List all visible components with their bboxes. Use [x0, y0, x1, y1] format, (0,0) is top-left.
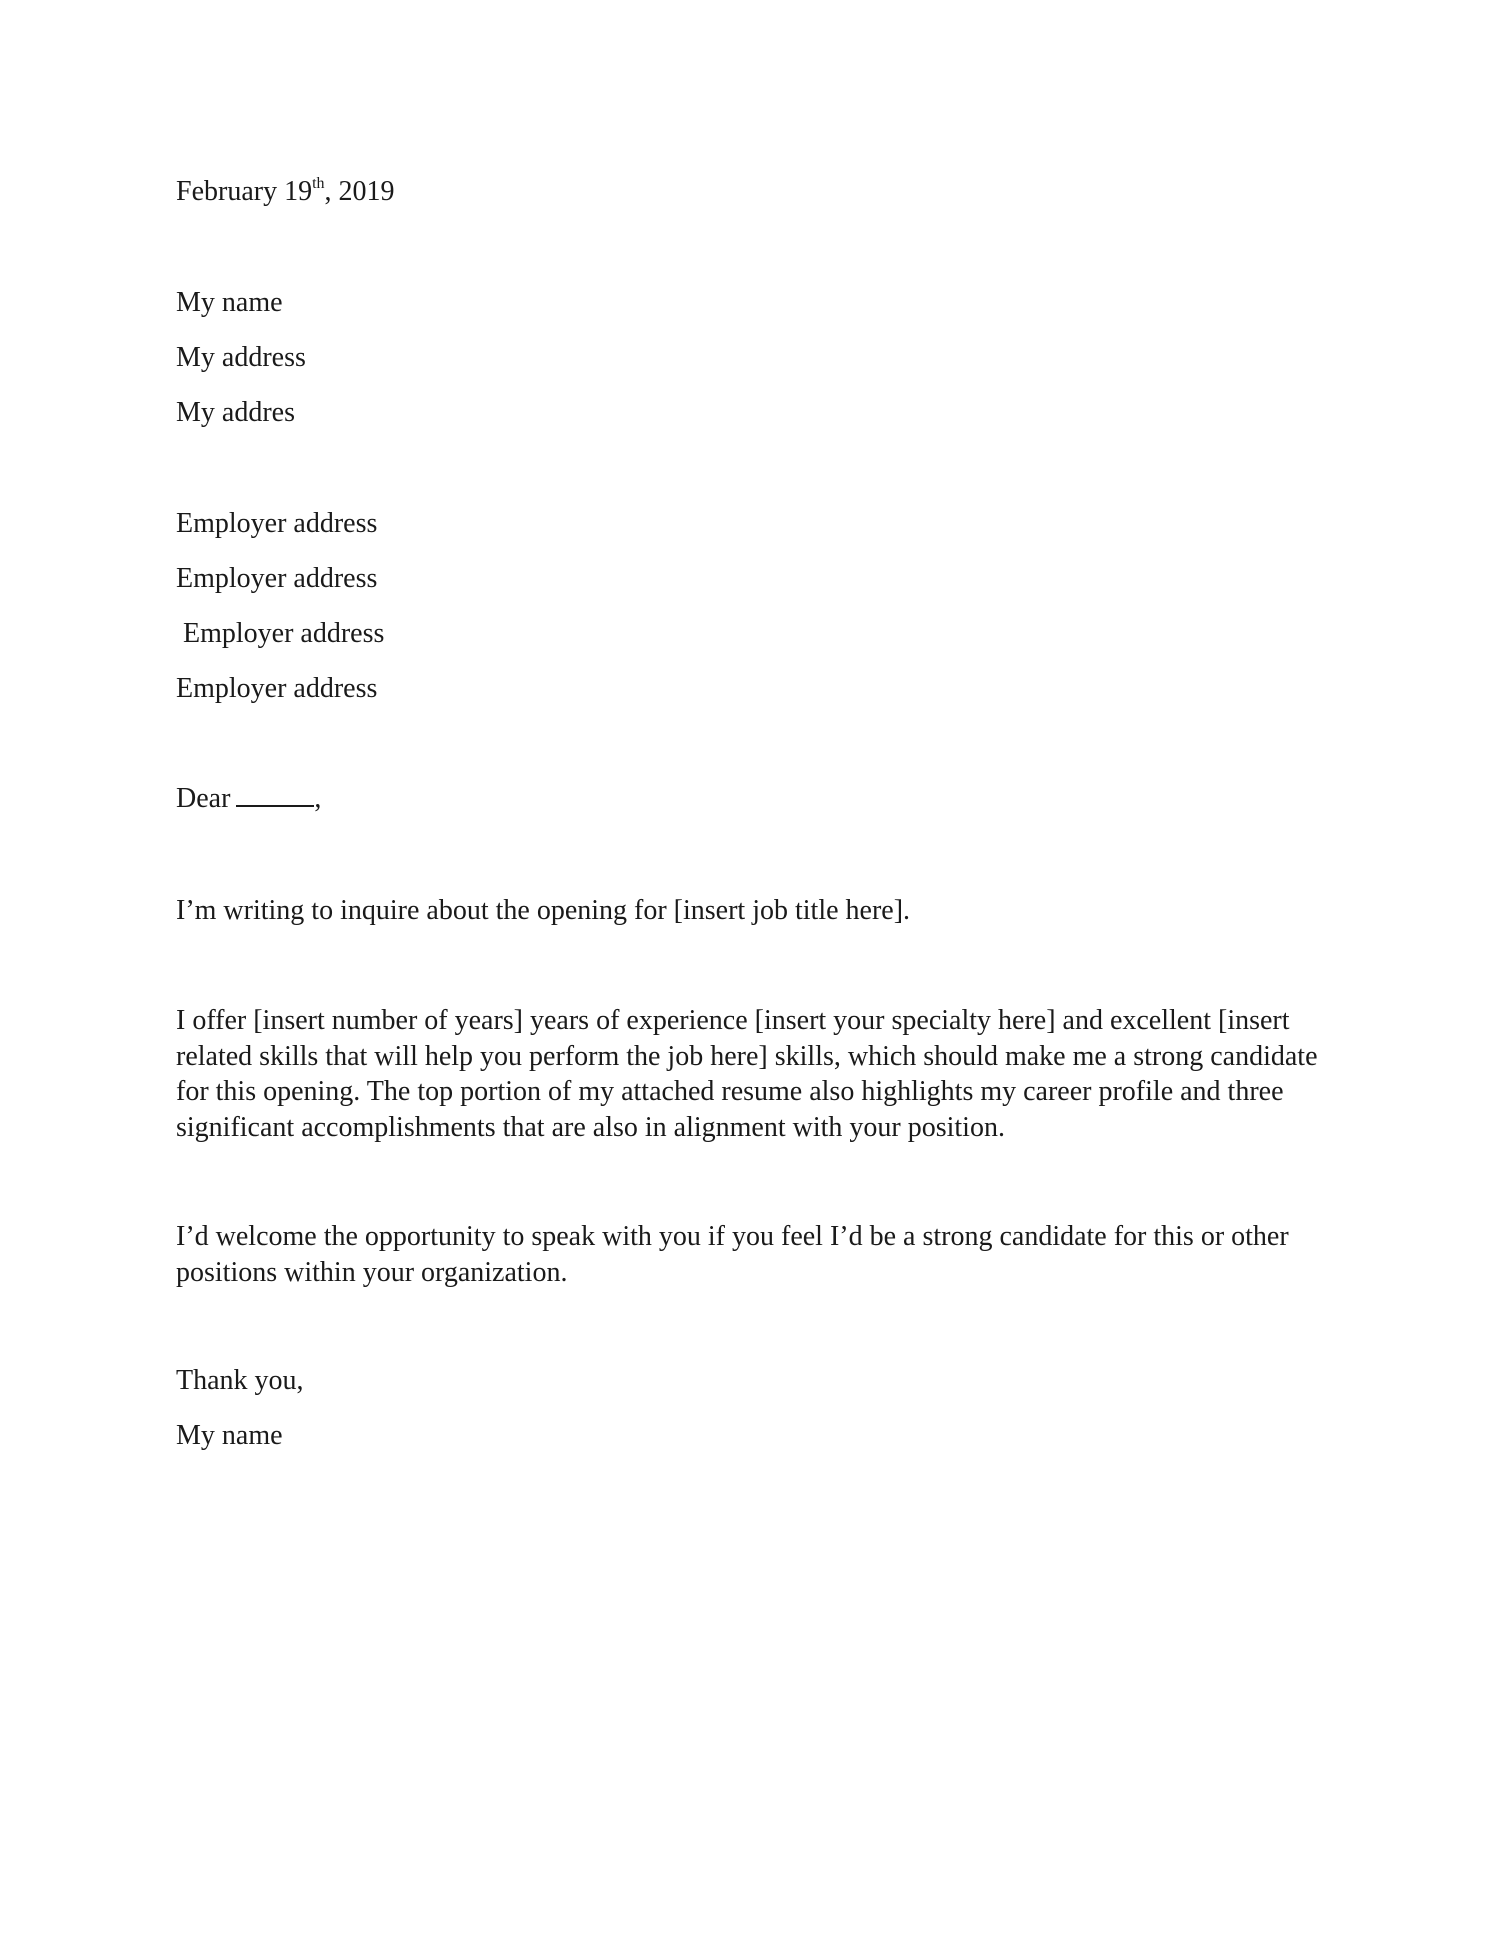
employer-address-line-3: Employer address — [183, 618, 385, 649]
closing-phrase: Thank you, — [176, 1365, 304, 1396]
date-month-day: February 19 — [176, 176, 313, 207]
body-paragraph-1: I’m writing to inquire about the opening for [insert job title here]. — [176, 895, 911, 926]
body-paragraph-3: I’d welcome the opportunity to speak with you if you feel I’d be a strong candidate for this or other positions within your organization. — [176, 1221, 1289, 1288]
salutation — [176, 782, 321, 816]
date-ordinal: th — [312, 175, 325, 192]
letter-date — [176, 175, 395, 209]
employer-address-line-2: Employer address — [176, 563, 378, 594]
sender-name: My name — [176, 287, 283, 318]
salutation-suffix: , — [314, 783, 322, 814]
employer-address-line-4: Employer address — [176, 673, 378, 704]
recipient-blank — [236, 783, 314, 807]
signature-name: My name — [176, 1420, 283, 1451]
date-year: , 2019 — [324, 176, 395, 207]
employer-address-line-1: Employer address — [176, 508, 378, 539]
body-paragraph-2: I offer [insert number of years] years of experience [insert your specialty here] and excellent [insert related skills that will help you perform the job here] skills, which should make me a strong candidate for this opening. The top portion of my attached resume also highlights my career profile and three significant accomplishments that are also in alignment with your position. — [176, 1005, 1318, 1143]
sender-address-line-1: My address — [176, 342, 306, 373]
sender-address-line-2: My addres — [176, 397, 295, 428]
salutation-prefix: Dear — [176, 783, 231, 814]
